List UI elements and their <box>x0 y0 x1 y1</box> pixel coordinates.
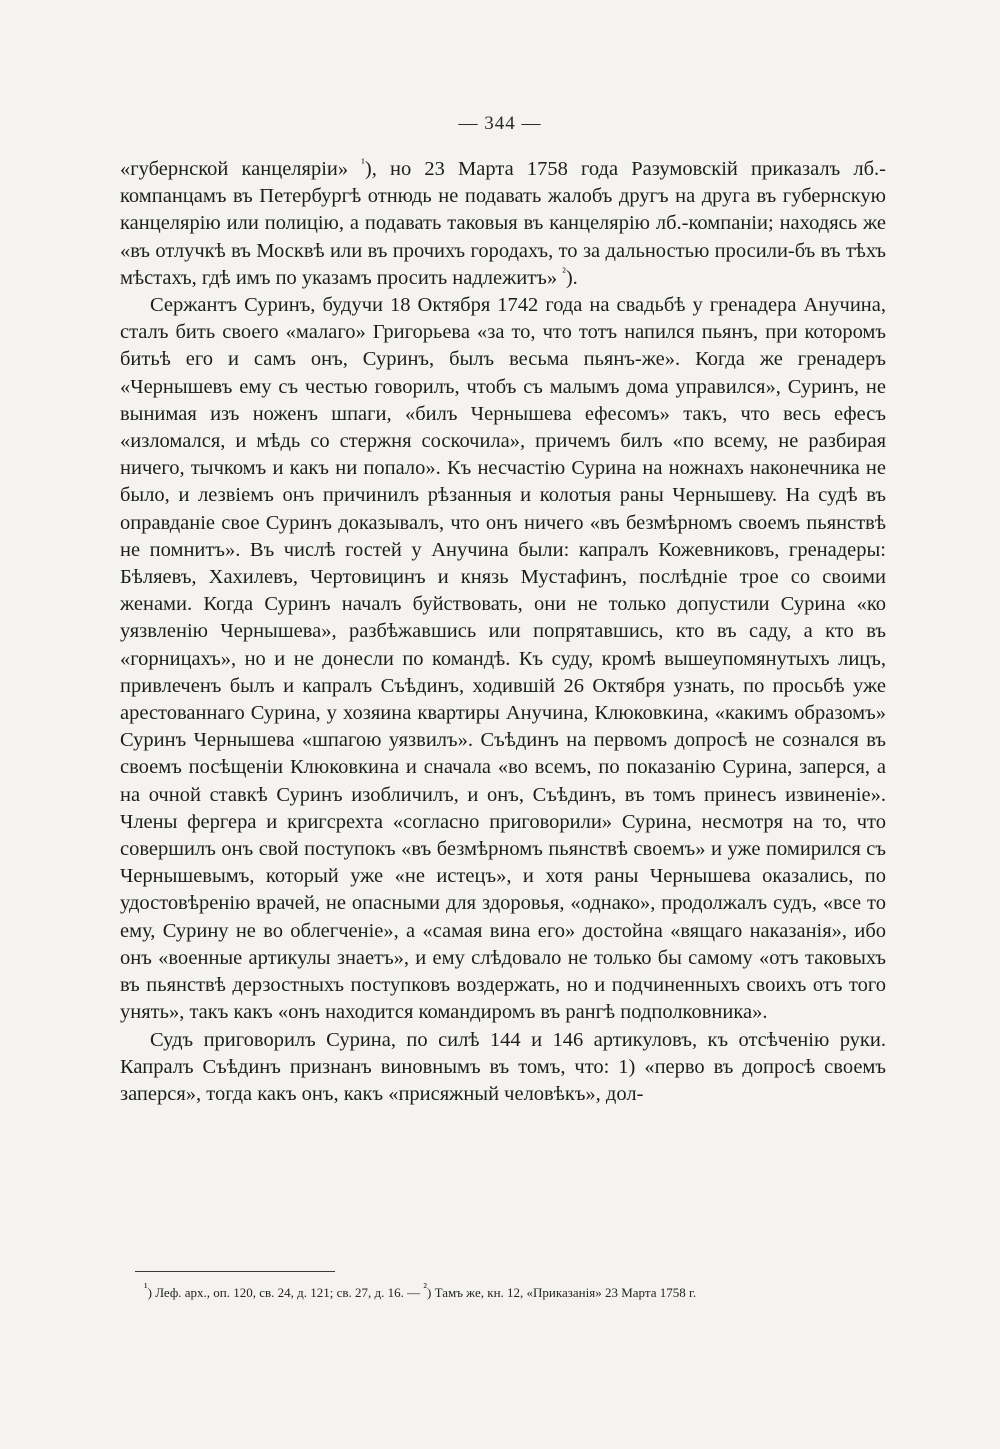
paragraph-3: Судъ приговорилъ Сурина, по силѣ 144 и 146 артикуловъ, къ отсѣченію руки. Капралъ Съѣдинъ признанъ виновнымъ въ томъ, что: 1) «перво въ допросѣ своемъ заперся», тогда какъ онъ, какъ «присяжный человѣкъ», дол- <box>120 1028 886 1105</box>
footnote-divider <box>135 1271 335 1272</box>
footnote-2-text: ) Тамъ же, кн. 12, «Приказанія» 23 Марта 1758 г. <box>427 1285 697 1300</box>
paragraph-1-text-end: ). <box>565 266 578 289</box>
footnote-1-text: ) Леф. арх., оп. 120, св. 24, д. 121; св. 27, д. 16. — <box>147 1285 424 1300</box>
footnote-ref-2: ² <box>562 264 566 279</box>
body-text <box>120 156 886 1108</box>
footnote-ref-1: ¹ <box>361 156 365 171</box>
paragraph-1-text-start: «губернской канцеляріи» <box>120 158 362 180</box>
page-number: — 344 — <box>458 113 542 134</box>
paragraph-1-text-middle: ), но 23 Марта 1758 года Разумовскій приказалъ лб.-компанцамъ въ Петербургѣ отнюдь не подавать жалобъ другъ на друга въ губернскую канцелярію или полицію, а подавать таковыя въ канцелярію лб.-компаніи; находясь же «въ отлучкѣ въ Москвѣ или въ прочихъ городахъ, то за дальностью просили-бъ въ тѣхъ мѣстахъ, гдѣ имъ по указамъ просить надлежитъ» <box>120 158 886 289</box>
footnotes <box>120 1280 886 1302</box>
paragraph-1 <box>120 156 886 292</box>
footnote-mark-2: ² <box>423 1280 428 1295</box>
paragraph-2: Сержантъ Суринъ, будучи 18 Октября 1742 года на свадьбѣ у гренадера Анучина, сталъ бить своего «малаго» Григорьева «за то, что тотъ напился пьянъ, при которомъ битьѣ его и самъ онъ, Суринъ, былъ весьма пьянъ-же». Когда же гренадеръ «Чернышевъ ему съ честью говорилъ, чтобъ съ малымъ дома управился», Суринъ, не вынимая изъ ноженъ шпаги, «билъ Чернышева ефесомъ» такъ, что весь ефесъ «изломался, и мѣдь со стержня соскочила», причемъ билъ «по всему, не разбирая ничего, тычкомъ и какъ ни попало». Къ несчастію Сурина на ножнахъ наконечника не было, и лезвіемъ онъ причинилъ рѣзанныя и колотыя раны Чернышеву. На судѣ въ оправданіе свое Суринъ доказывалъ, что онъ ничего «въ безмѣрномъ своемъ пьянствѣ не помнитъ». Въ числѣ гостей у Анучина были: капралъ Кожевниковъ, гренадеры: Бѣляевъ, Хахилевъ, Чертовицинъ и князь Мустафинъ, послѣдніе трое со своими женами. Когда Суринъ началъ буйствовать, они не только допустили Сурина «ко уязвленію Чернышева», разбѣжавшись или попрятавшись, кто въ саду, а кто въ «горницахъ», но и не донесли по командѣ. Къ суду, кромѣ вышеупомянутыхъ лицъ, привлеченъ былъ и капралъ Съѣдинъ, ходившій 26 Октября узнать, по просьбѣ уже арестованнаго Сурина, у хозяина квартиры Анучина, Клюковкина, «какимъ образомъ» Суринъ Чернышева «шпагою уязвилъ». Съѣдинъ на первомъ допросѣ не сознался въ своемъ посѣщеніи Клюковкина и сначала «во всемъ, по показанію Сурина, заперся, а на очной ставкѣ Суринъ изобличилъ, и онъ, Съѣдинъ, въ томъ принесъ извиненіе». Члены фергера и кригсрехта «согласно приговорили» Сурина, несмотря на то, что совершилъ онъ свой поступокъ «въ безмѣрномъ пьянствѣ своемъ» и уже помирился съ Чернышевымъ, который уже «не истецъ», и хотя раны Чернышева оказались, по удостовѣренію врачей, не опасными для здоровья, «однако», продолжалъ судъ, «все то ему, Сурину не во облегченіе», а «самая вина его» достойна «вящаго наказанія», ибо онъ «военные артикулы знаетъ», и ему слѣдовало не только бы самому «отъ таковыхъ въ пьянствѣ дерзостныхъ поступковъ воздержать, но и подчиненныхъ своихъ отъ того унять», такъ какъ «онъ находится командиромъ въ рангѣ подполковника». <box>120 294 886 1024</box>
footnote-mark-1: ¹ <box>144 1280 148 1295</box>
